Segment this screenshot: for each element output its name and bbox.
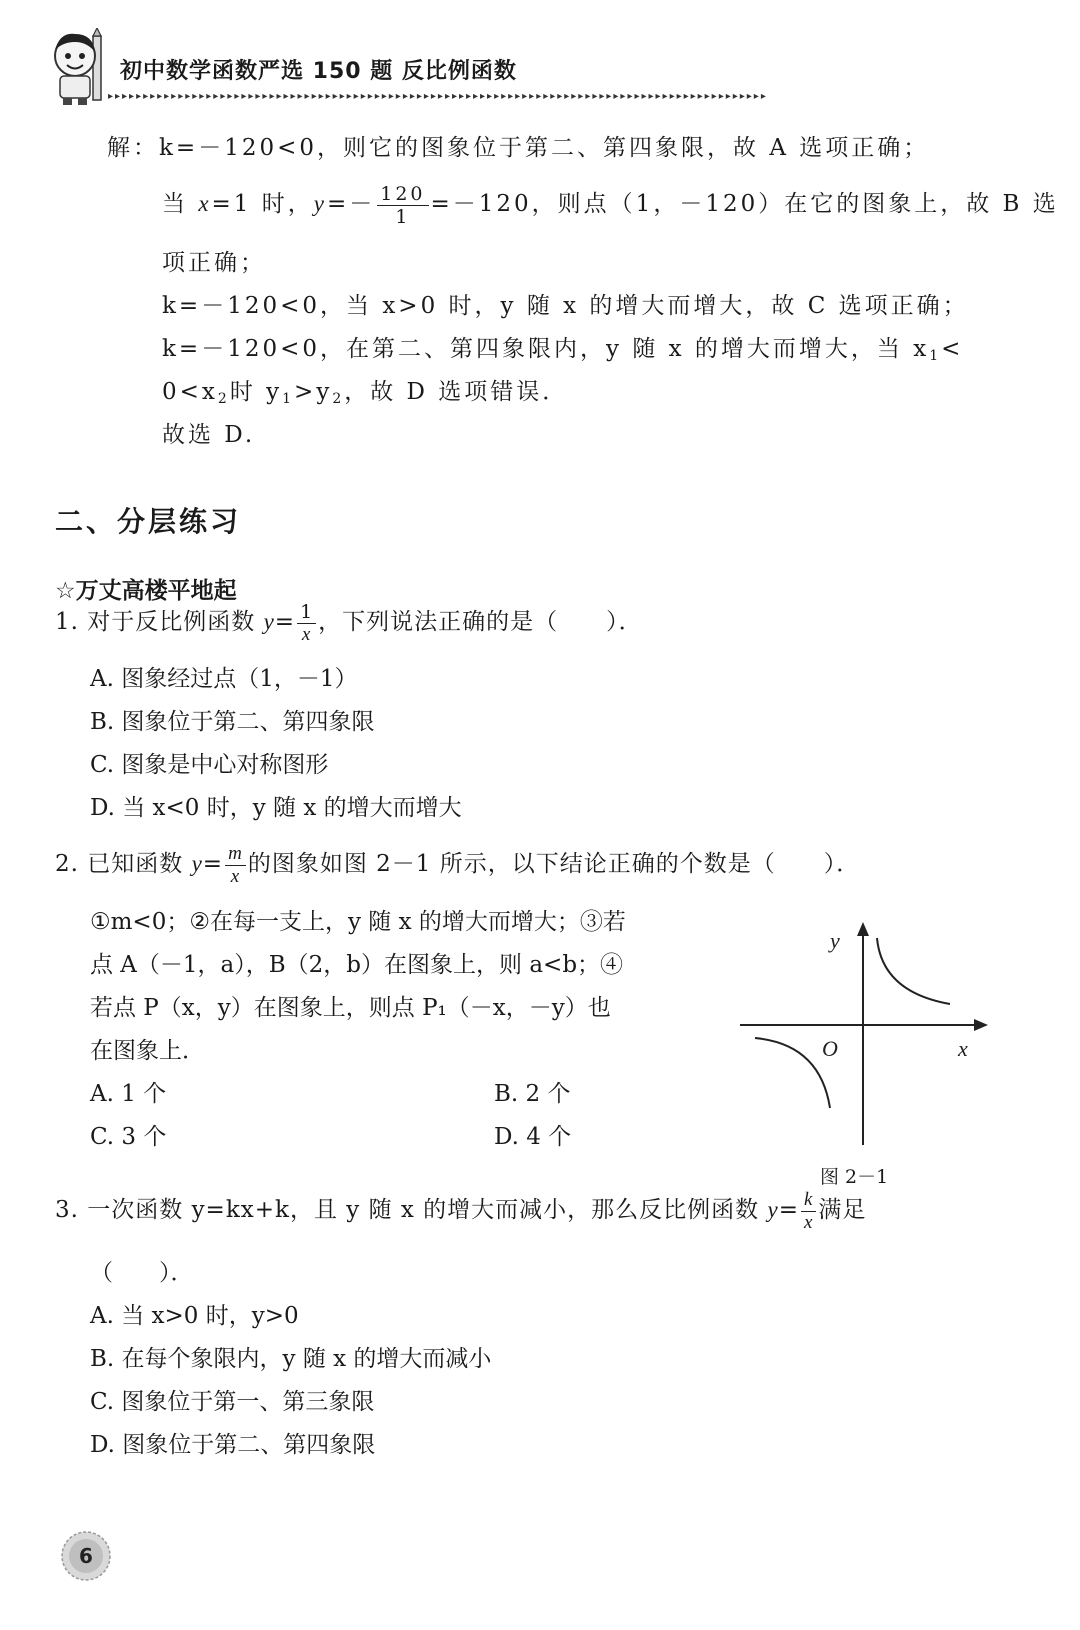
figure-2-1-hyperbola xyxy=(740,920,1000,1160)
y-axis-label: y xyxy=(830,928,840,953)
question-1-option-d: D. 当 x<0 时，y 随 x 的增大而增大 xyxy=(90,795,462,821)
fraction: $\frac{m}{x}$ xyxy=(225,843,246,888)
fraction: $\frac{1}{x}$ xyxy=(297,601,316,646)
page-number-badge xyxy=(60,1530,112,1582)
question-2-statement-line: ①m<0；②在每一支上，y 随 x 的增大而增大；③若 xyxy=(90,909,626,935)
header-divider: ▸▸▸▸▸▸▸▸▸▸▸▸▸▸▸▸▸▸▸▸▸▸▸▸▸▸▸▸▸▸▸▸▸▸▸▸▸▸▸▸▸▸▸▸▸▸▸▸▸▸▸▸▸▸▸▸▸▸▸▸▸▸▸▸▸▸▸▸▸▸▸▸▸▸▸▸▸▸▸▸▸▸▸▸▸▸▸▸▸▸▸▸▸▸ xyxy=(108,93,768,101)
question-3-stem: 3. 一次函数 y=kx+k，且 y 随 x 的增大而减小，那么反比例函数 y= $\frac{k}{x}$ 满足 xyxy=(55,1188,867,1233)
x-axis-label: x xyxy=(958,1036,968,1061)
question-2-statement-line: 在图象上． xyxy=(90,1038,205,1064)
solution-line-7: 故选 D. xyxy=(162,422,256,448)
y-axis-arrow xyxy=(857,922,869,936)
solution-line-3: 项正确； xyxy=(162,250,266,276)
question-3-option-b: B. 在每个象限内，y 随 x 的增大而减小 xyxy=(90,1346,492,1372)
question-1-stem: 1. 对于反比例函数 y= $\frac{1}{x}$ ，下列说法正确的是（ ）． xyxy=(55,600,643,645)
section-title: 二、分层练习 xyxy=(55,505,242,538)
question-1-option-b: B. 图象位于第二、第四象限 xyxy=(90,709,375,735)
question-2-statement-line: 点 A（－1，a），B（2，b）在图象上，则 a<b；④ xyxy=(90,952,624,978)
question-3-option-d: D. 图象位于第二、第四象限 xyxy=(90,1432,376,1458)
hyperbola-branch-q1 xyxy=(877,938,950,1004)
question-3-option-a: A. 当 x>0 时，y>0 xyxy=(90,1303,299,1329)
question-2-option-b: B. 2 个 xyxy=(494,1081,571,1107)
fraction: $\frac{k}{x}$ xyxy=(801,1189,816,1234)
question-1-option-c: C. 图象是中心对称图形 xyxy=(90,752,329,778)
solution-line-5: k=－120<0，在第二、第四象限内，y 随 x 的增大而增大，当 $x_1<$ xyxy=(162,336,964,364)
solution-line-2: 当 x=1 时，y=－ $\frac{120}{1}$ =－120，则点（1，－120）在它的图象上，故 B 选 xyxy=(162,182,1059,228)
solution-line-4: k=－120<0，当 x>0 时，y 随 x 的增大而增大，故 C 选项正确； xyxy=(162,293,969,319)
question-2-option-c: C. 3 个 xyxy=(90,1124,167,1150)
fraction: $\frac{120}{1}$ xyxy=(377,183,428,228)
origin-label: O xyxy=(822,1036,838,1061)
hyperbola-branch-q3 xyxy=(755,1038,830,1108)
question-1-option-a: A. 图象经过点（1，－1） xyxy=(90,666,358,692)
figure-caption: 图 2－1 xyxy=(820,1166,889,1188)
question-2-option-a: A. 1 个 xyxy=(90,1081,167,1107)
x-axis-arrow xyxy=(974,1019,988,1031)
solution-line-6: $0<x_2$时 $y_1>y_2$，故 D 选项错误． xyxy=(162,379,569,407)
question-3-answer-paren: （ ）． xyxy=(90,1260,194,1286)
question-2-stem: 2. 已知函数 y= $\frac{m}{x}$ 的图象如图 2－1 所示，以下结论正确的个数是（ ）． xyxy=(55,842,861,887)
mascot-logo xyxy=(45,28,115,106)
page-number: 6 xyxy=(79,1544,93,1568)
question-2-option-d: D. 4 个 xyxy=(494,1124,572,1150)
subsection-title: ☆万丈高楼平地起 xyxy=(55,578,237,604)
solution-line-1: 解：k=－120<0，则它的图象位于第二、第四象限，故 A 选项正确； xyxy=(107,135,930,161)
question-2-statement-line: 若点 P（x，y）在图象上，则点 P₁（－x，－y）也 xyxy=(90,995,611,1021)
question-3-option-c: C. 图象位于第一、第三象限 xyxy=(90,1389,375,1415)
header-title: 初中数学函数严选 150 题 反比例函数 xyxy=(120,59,517,84)
